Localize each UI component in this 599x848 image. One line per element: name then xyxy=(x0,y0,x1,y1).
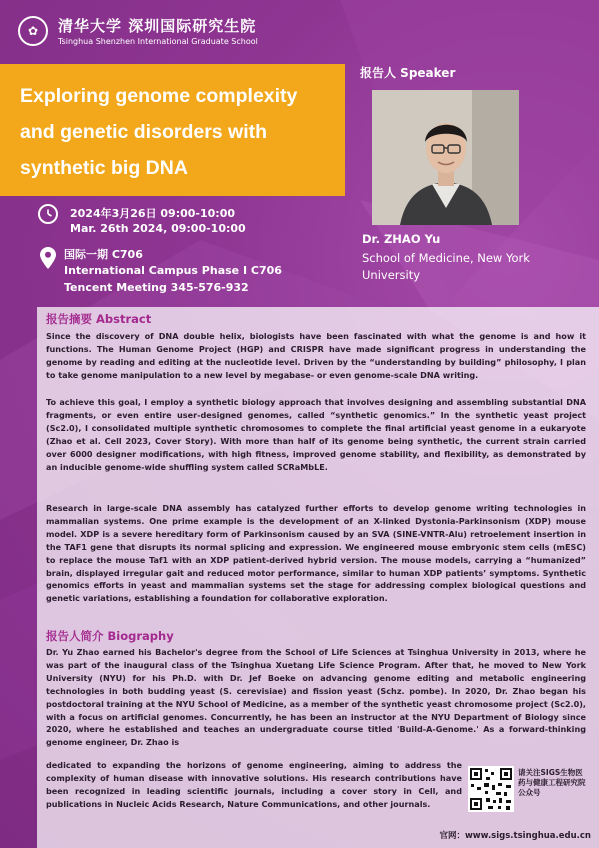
date-chinese: 2024年3月26日 09:00-10:00 xyxy=(70,207,235,220)
title-line-2: and genetic disorders with xyxy=(20,121,268,143)
abstract-paragraph-1: Since the discovery of DNA double helix, biologists have been fascinated with what the genome is and how it functions. The Human Genome Project (HGP) and CRISPR have made significant progress in understanding the genome by reading and editing at the nucleotide level. Driven by the “understanding by building” philosophy, I plan to take genome manipulation to a new level by megabase- or even genome-scale DNA writing. xyxy=(46,331,586,380)
qr-code-icon xyxy=(468,766,514,812)
speaker-portrait-icon xyxy=(372,90,519,225)
talk-title xyxy=(20,78,325,186)
biography-paragraph-2: dedicated to expanding the horizons of genome engineering, aiming to address the complexity of human disease with innovative solutions. His research contributions have been recognized in leading scientific journals, including a cover story in Cell, and publications in Nucleic Acids Research, Nature Communications, and other journals. xyxy=(46,760,462,809)
venue-english: International Campus Phase I C706 xyxy=(64,264,282,277)
website-footer[interactable]: 官网：www.sigs.tsinghua.edu.cn xyxy=(439,831,591,841)
university-seal-icon: ✿ xyxy=(18,16,48,46)
abstract-paragraph-3: Research in large-scale DNA assembly has catalyzed further efforts to develop genome writing technologies in mammalian systems. One prime example is the development of an X-linked Dystonia-Parkinsonism (XDP) mouse model. XDP is a severe hereditary form of Parkinsonism caused by an SVA (SINE-VNTR-Alu) retroelement insertion in the TAF1 gene that disrupts its normal splicing and expression. We engineered mouse embryonic stem cells (mESC) to replace the mouse Taf1 with an XDP patient-derived hybrid version. The mouse models, carrying a “humanized” brain, displayed irregular gait and reduced motor performance, similar to human XDP patients’ symptoms. Synthetic genomics efforts in yeast and mammalian systems set the stage for addressing complex biological questions and genetic variations, establishing a foundation for collaborative exploration. xyxy=(46,503,586,604)
speaker-label: 报告人 Speaker xyxy=(360,66,456,80)
clock-icon xyxy=(38,204,58,224)
speaker-affiliation: School of Medicine, New York University xyxy=(362,251,530,282)
abstract-paragraph-2: To achieve this goal, I employ a synthetic biology approach that involves designing and assembling substantial DNA fragments, or even entire user-designed genomes, called “synthetic genomics.” In the synthetic yeast project (Sc2.0), I consolidated multiple synthetic chromosomes to complete the final artificial yeast genome in a eukaryote (Zhao et al. Cell 2023, Cover Story). With more than half of its genome being synthetic, the current strain carried over 6000 designer modifications, with high fitness, improved genome stability, and flexibility, as demonstrated by an inducible genome-wide shuffling system called SCRaMbLE. xyxy=(46,397,586,472)
header xyxy=(0,0,599,60)
title-line-1: Exploring genome complexity xyxy=(20,85,298,107)
speaker-photo xyxy=(372,90,519,225)
qr-caption: 请关注SIGS生物医药与健康工程研究院公众号 xyxy=(518,768,586,797)
biography-paragraph-1: Dr. Yu Zhao earned his Bachelor's degree from the School of Life Sciences at Tsinghua University in 2013, where he was part of the inaugural class of the Tsinghua Xuetang Life Science Program. After that, he moved to New York University (NYU) for his Ph.D. with Dr. Jef Boeke on advancing genome editing and metabolic engineering technologies in both budding yeast (S. cerevisiae) and fission yeast (Schz. pombe). In 2020, Dr. Zhao began his postdoctoral training at the NYU School of Medicine, as a member of the synthetic yeast chromosome project (Sc2.0), with a focus on artificial genomes. Concurrently, he has been an instructor at the NYU Department of Biology since 2020, where he established and teaches an undergraduate course titled 'Build-A-Genome.' As a forward-thinking genome engineer, Dr. Zhao is xyxy=(46,647,587,748)
date-english: Mar. 26th 2024, 09:00-10:00 xyxy=(70,222,246,235)
venue-chinese: 国际一期 C706 xyxy=(64,248,143,261)
abstract-heading: 报告摘要 Abstract xyxy=(46,312,152,326)
tencent-meeting: Tencent Meeting 345-576-932 xyxy=(64,281,249,294)
logo-english: Tsinghua Shenzhen International Graduate School xyxy=(58,37,258,46)
speaker-name: Dr. ZHAO Yu xyxy=(362,232,441,246)
title-line-3: synthetic big DNA xyxy=(20,157,188,179)
qr-code[interactable] xyxy=(468,766,514,812)
logo-chinese: 清华大学 深圳国际研究生院 xyxy=(58,17,257,35)
location-pin-icon xyxy=(40,247,56,269)
biography-heading: 报告人简介 Biography xyxy=(46,629,174,643)
title-box xyxy=(0,64,345,196)
